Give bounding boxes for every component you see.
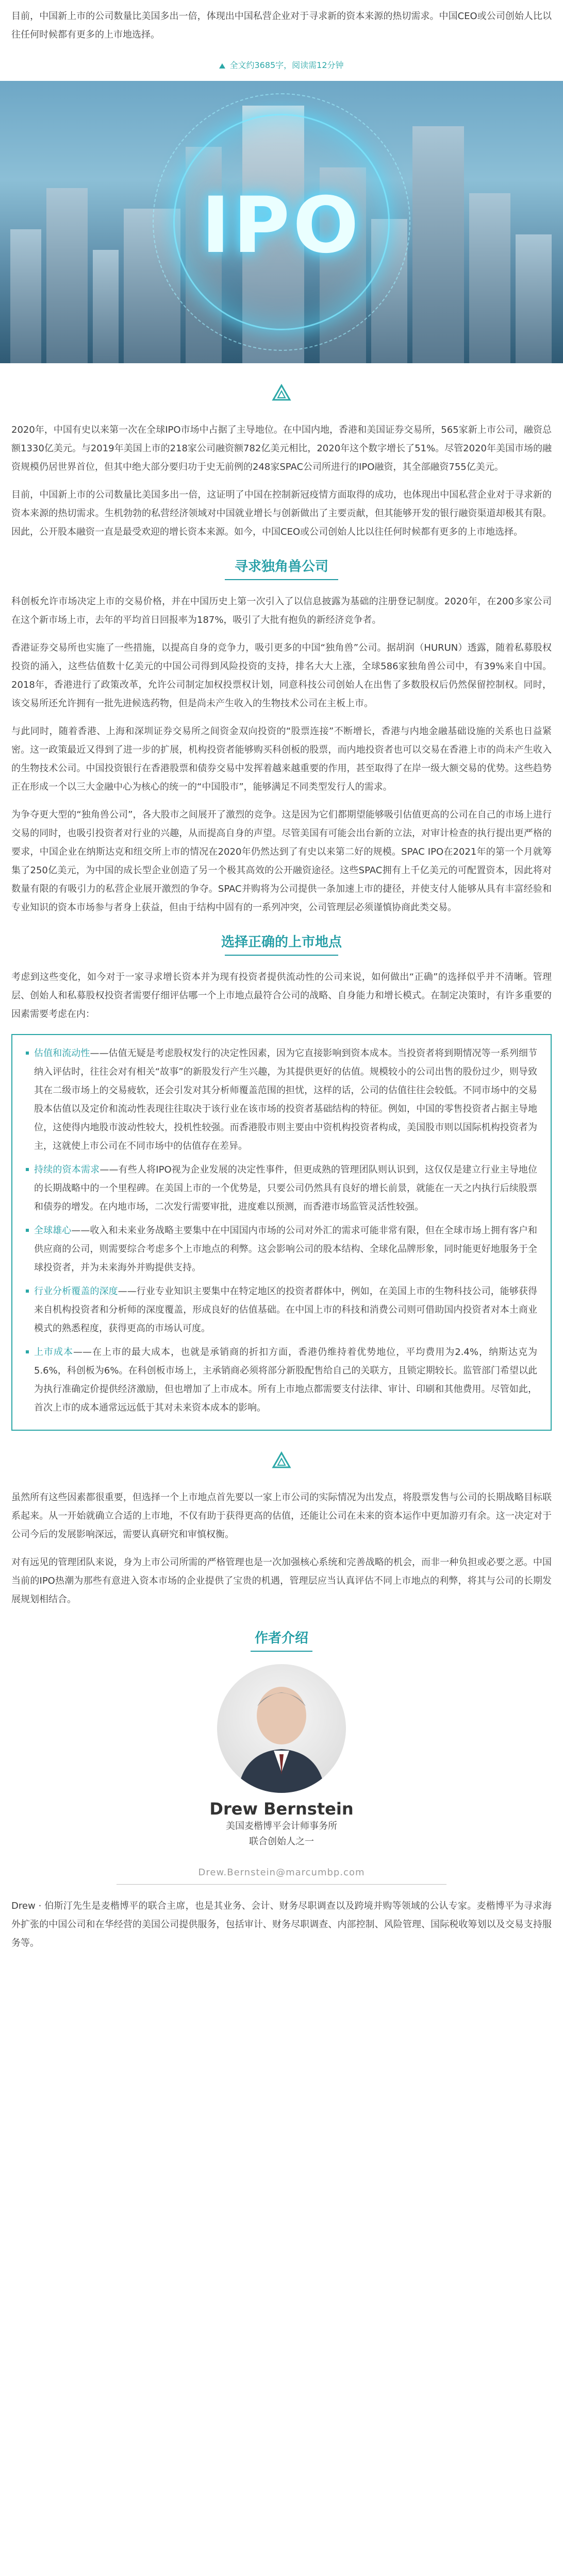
hero-ipo-text: IPO bbox=[201, 181, 362, 270]
paragraph: 与此同时，随着香港、上海和深圳证券交易所之间资金双向投资的“股票连接”不断增长，香港与内地金融基础设施的关系也日益紧密。这一政策最近又得到了进一步的扩展，机构投资者能够购买科创板的股票，而内地投资者也可以交易在香港上市的尚未产生收入的生物技术公司。中国投资银行在香港股票和债券交易中发挥着越来越重要的作用，甚至取得了在岸一级大额交易的优势。这些趋势正在形成一个以三大金融中心为核心的统一的“中国股市”，能够满足不同类型发行人的需求。 bbox=[11, 726, 552, 792]
reading-meta bbox=[0, 59, 563, 71]
bullet-icon bbox=[26, 1052, 29, 1055]
paragraph: 目前，中国新上市的公司数量比美国多出一倍，这证明了中国在控制新冠疫情方面取得的成功，也体现出中国私营企业对于寻求新的资本来源的热切需求。生机勃勃的私营经济领域对中国就业增长与创新做出了主要贡献，但其能够开发的银行融资渠道却极其有限。因此，公开股本融资一直是最受欢迎的增长资本来源。如今，中国CEO或公司创始人比以往任何时候都有更多的上市地选择。 bbox=[11, 489, 552, 537]
factor-body: 有些人将IPO视为企业发展的决定性事件，但更成熟的管理团队则认识到，这仅仅是建立行业主导地位的长期战略中的一个里程碑。在美国上市的一个优势是，只要公司仍然具有良好的增长前景，就能在一天之内执行后续股票和债券的增发。在内地市场，二次发行需要审批，进度难以预测，而香港市场监管灵活性较强。 bbox=[34, 1164, 537, 1212]
paragraph: 考虑到这些变化，如今对于一家寻求增长资本并为现有投资者提供流动性的公司来说，如何做出“正确”的选择似乎并不清晰。管理层、创始人和私募股权投资者需要仔细评估哪一个上市地点最符合公司的战略、自身能力和增长模式。在制定决策时，有许多重要的因素需要考虑在内： bbox=[11, 972, 552, 1020]
factor-body: 估值无疑是考虑股权发行的决定性因素，因为它直接影响到资本成本。当投资者将到期情况等一系列细节纳入评估时，往往会对有相关“故事”的新股发行产生兴趣，为其提供更好的估值。规模较小的公司出售的股份过少，则导致其在二级市场上的交易疲软，还会引发对其分析师覆盖范围的担忧，这样的话，公司的估值往往会较低。不同市场中的交易股本估值以及定价和流动性表现往往取决于该行业在该市场的投资者基础结构的特征。例如，中国的零售投资者占据主导地位，这使得内地股市波动性较大，投机性较强。而香港股市则主要由中资机构投资者构成，美国股市则以国际机构投资者为主，这就使上市公司在不同市场中的估值存在差异。 bbox=[34, 1048, 538, 1151]
section-1 bbox=[0, 421, 563, 541]
paragraph: 科创板允许市场决定上市的交易价格，并在中国历史上第一次引入了以信息披露为基础的注册登记制度。2020年，在200多家公司在这个新市场上市，去年的平均首日回报率为187%，吸引了大批有抱负的新经济竞争者。 bbox=[11, 596, 552, 625]
factor-item: 上市成本——在上市的最大成本，也就是承销商的折扣方面，香港仍维持着优势地位，平均费用为2.4%，纳斯达克为5.6%，科创板为6%。在科创板市场上，主承销商必须将部分新股配售给自己的关联方，且锁定期较长。监管部门希望以此为执行准确定价提供经济激励，但也增加了上市成本。所有上市地点都需要支付法律、审计、印刷和其他费用。尽管如此，首次上市的成本通常远远低于其对未来资本成本的影响。 bbox=[26, 1343, 537, 1417]
author-bio: Drew · 伯斯汀先生是麦楷博平的联合主席，也是其业务、会计、财务尽职调查以及跨境并购等领域的公认专家。麦楷博平为寻求海外扩张的中国公司和在华经营的美国公司提供服务，包括审计、财务尽职调查、内部控制、风险管理、国际税收筹划以及交易支持服务等。 bbox=[11, 1901, 552, 1948]
factor-body: 行业专业知识主要集中在特定地区的投资者群体中，例如，在美国上市的生物科技公司，能够获得来自机构投资者和分析师的深度覆盖，形成良好的估值基础。在中国上市的科技和消费公司则可借助国内投资者对本土商业模式的熟悉程度，获得更高的市场认可度。 bbox=[34, 1286, 538, 1334]
factor-title: 持续的资本需求 bbox=[34, 1164, 100, 1175]
author-email[interactable]: Drew.Bernstein@marcumbp.com bbox=[198, 1867, 365, 1878]
factor-item: 估值和流动性——估值无疑是考虑股权发行的决定性因素，因为它直接影响到资本成本。当投资者将到期情况等一系列细节纳入评估时，往往会对有相关“故事”的新股发行产生兴趣，为其提供更好的估值。规模较小的公司出售的股份过少，则导致其在二级市场上的交易疲软，还会引发对其分析师覆盖范围的担忧，这样的话，公司的估值往往会较低。不同市场中的交易股本估值以及定价和流动性表现往往取决于该行业在该市场的投资者基础结构的特征。例如，中国的零售投资者占据主导地位，这使得内地股市波动性较大，投机性较强。而香港股市则主要由中资机构投资者构成，美国股市则以国际机构投资者为主，这就使上市公司在不同市场中的估值存在差异。 bbox=[26, 1044, 537, 1156]
intro-block bbox=[0, 0, 563, 44]
factor-title: 行业分析覆盖的深度 bbox=[34, 1286, 118, 1297]
factor-title: 估值和流动性 bbox=[34, 1048, 90, 1059]
hero-image bbox=[0, 81, 563, 363]
paragraph: 对有远见的管理团队来说，身为上市公司所需的严格管理也是一次加强核心系统和完善战略的机会，而非一种负担或必要之恶。中国当前的IPO热潮为那些有意进入资本市场的企业提供了宝贵的机遇，管理层应当认真评估不同上市地点的利弊，将其与公司的长期发展规划相结合。 bbox=[11, 1557, 552, 1605]
email-divider bbox=[117, 1884, 446, 1885]
factor-title: 上市成本 bbox=[34, 1347, 74, 1358]
factor-item: 全球雄心——收入和未来业务战略主要集中在中国国内市场的公司对外汇的需求可能非常有限，但在全球市场上拥有客户和供应商的公司，则需要综合考虑多个上市地点的利弊。这会影响公司的股本结构、全球化品牌形象，同时能更好地服务于全球投资者，并为未来海外并购提供支持。 bbox=[26, 1222, 537, 1277]
person-icon bbox=[217, 1664, 346, 1793]
factor-body: 收入和未来业务战略主要集中在中国国内市场的公司对外汇的需求可能非常有限，但在全球市场上拥有客户和供应商的公司，则需要综合考虑多个上市地点的利弊。这会影响公司的股本结构、全球化品牌形象，同时能更好地服务于全球投资者，并为未来海外并购提供支持。 bbox=[34, 1225, 537, 1273]
bullet-icon bbox=[26, 1168, 29, 1171]
factors-box bbox=[11, 1034, 552, 1431]
section-4 bbox=[0, 1488, 563, 1609]
section-divider-1 bbox=[0, 384, 563, 402]
paragraph: 香港证券交易所也实施了一些措施，以提高自身的竞争力，吸引更多的中国“独角兽”公司。据胡润（HURUN）透露，随着私募股权投资的涌入，这些估值数十亿美元的中国公司得到风险投资的支持，排名大大上涨，全球586家独角兽公司中，有39%来自中国。2018年，香港进行了政策改革，允许公司制定加权投票权计划，同意科技公司创始人在出售了多数股权后仍然保留控制权。同时，该交易所还允许拥有一批先进候选药物，但是尚未产生收入的生物技术公司在主板上市。 bbox=[11, 642, 552, 709]
factor-body: 在上市的最大成本，也就是承销商的折扣方面，香港仍维持着优势地位，平均费用为2.4%，纳斯达克为5.6%，科创板为6%。在科创板市场上，主承销商必须将部分新股配售给自己的关联方，且锁定期较长。监管部门希望以此为执行准确定价提供经济激励，但也增加了上市成本。所有上市地点都需要支付法律、审计、印刷和其他费用。尽管如此，首次上市的成本通常远远低于其对未来资本成本的影响。 bbox=[34, 1347, 537, 1413]
paragraph: 为争夺更大型的“独角兽公司”，各大股市之间展开了激烈的竞争。这是因为它们都期望能够吸引估值更高的公司在自己的市场上进行交易的同时，也吸引投资者对行业的兴趣，从而提高自身的声望。尽管美国有可能会出台新的立法，对审计检查的执行提出更严格的要求，中国企业在纳斯达克和纽交所上市的情况在2020年仍然达到了有史以来第二好的规模。SPAC IPO在2021年的第一个月就筹集了250亿美元，为中国的成长型企业创造了另一个极其高效的公开融资途径。这些SPAC拥有上千亿美元的可配置资本，因此将对数量有限的有吸引力的私营企业展开激烈的争夺。SPAC并购将为公司提供一条加速上市的捷径，并使支付人能够从具有丰富经验和专业知识的资本市场参与者身上获益，但由于结构中固有的一系列冲突，公司管理层必须谨慎协商此类交易。 bbox=[11, 809, 552, 913]
heading-underline bbox=[251, 1651, 312, 1652]
author-heading: 作者介绍 bbox=[254, 1631, 308, 1646]
heading-underline bbox=[225, 579, 338, 580]
paragraph: 2020年，中国有史以来第一次在全球IPO市场中占据了主导地位。在中国内地，香港和美国证券交易所，565家新上市公司，融资总额1330亿美元。与2019年美国上市的218家公司融资额782亿美元相比，2020年这个数字增长了51%。尽管2020年美国市场的融资规模仍居世界首位，但其中绝大部分要归功于史无前例的248家SPAC公司所进行的IPO融资，其全部融资755亿美元。 bbox=[11, 425, 552, 472]
bullet-icon bbox=[26, 1350, 29, 1353]
paragraph: 虽然所有这些因素都很重要，但选择一个上市地点首先要以一家上市公司的实际情况为出发点，将股票发售与公司的长期战略目标联系起来。从一开始就确立合适的上市地，不仅有助于获得更高的估值，还能让公司在未来的资本运作中更加游刃有余。这一决定对于公司今后的发展影响深远，需要认真研究和审慎权衡。 bbox=[11, 1492, 552, 1540]
heading-unicorn: 寻求独角兽公司 bbox=[234, 559, 328, 574]
factor-item: 持续的资本需求——有些人将IPO视为企业发展的决定性事件，但更成熟的管理团队则认识到，这仅仅是建立行业主导地位的长期战略中的一个里程碑。在美国上市的一个优势是，只要公司仍然具有良好的增长前景，就能在一天之内执行后续股票和债券的增发。在内地市场，二次发行需要审批，进度难以预测，而香港市场监管灵活性较强。 bbox=[26, 1161, 537, 1216]
heading-underline bbox=[225, 955, 338, 956]
section-divider-2 bbox=[0, 1451, 563, 1470]
section-2 bbox=[0, 592, 563, 917]
factor-item: 行业分析覆盖的深度——行业专业知识主要集中在特定地区的投资者群体中，例如，在美国上市的生物科技公司，能够获得来自机构投资者和分析师的深度覆盖，形成良好的估值基础。在中国上市的科技和消费公司则可借助国内投资者对本土商业模式的熟悉程度，获得更高的市场认可度。 bbox=[26, 1282, 537, 1338]
bullet-icon bbox=[26, 1229, 29, 1232]
author-avatar bbox=[217, 1664, 346, 1793]
factor-title: 全球雄心 bbox=[34, 1225, 72, 1236]
author-bio-block bbox=[0, 1897, 563, 1953]
section-3 bbox=[0, 968, 563, 1431]
bullet-icon bbox=[26, 1290, 29, 1293]
reading-meta-text: 全文约3685字，阅读需12分钟 bbox=[229, 60, 344, 70]
author-title: 联合创始人之一 bbox=[249, 1836, 314, 1847]
triangle-knot-icon bbox=[271, 1451, 292, 1470]
author-name: Drew Bernstein bbox=[209, 1799, 354, 1819]
heading-select-location: 选择正确的上市地点 bbox=[221, 935, 342, 950]
triangle-icon bbox=[219, 63, 225, 69]
triangle-knot-icon bbox=[271, 384, 292, 402]
intro-paragraph: 目前，中国新上市的公司数量比美国多出一倍，体现出中国私营企业对于寻求新的资本来源的热切需求。中国CEO或公司创始人比以往任何时候都有更多的上市地选择。 bbox=[11, 11, 552, 40]
author-role: 美国麦楷博平会计师事务所 bbox=[226, 1821, 337, 1832]
